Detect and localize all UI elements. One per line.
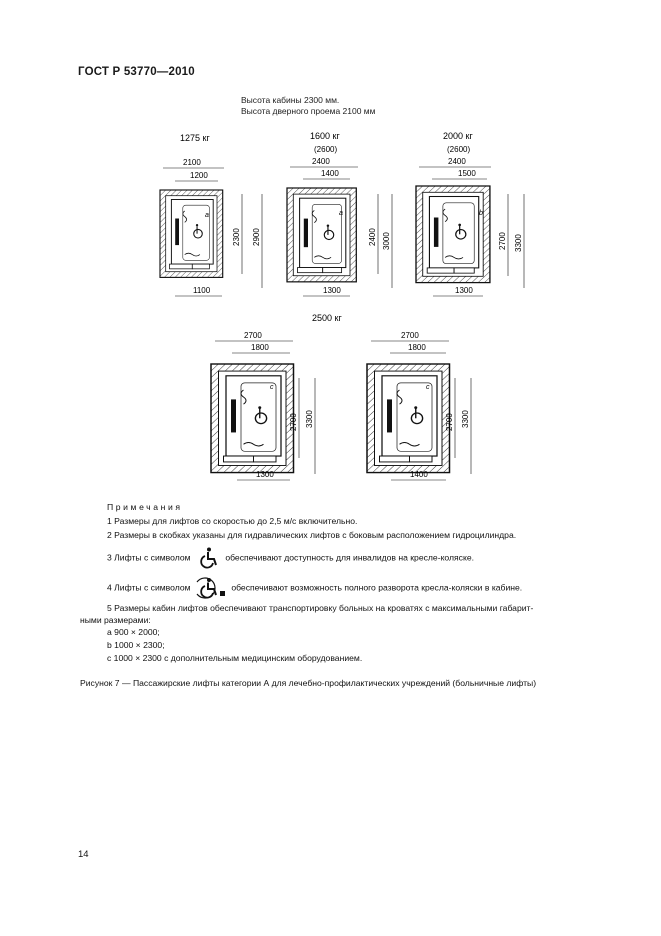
note-1: 1 Размеры для лифтов со скоростью до 2,5 м/с включительно. [107,516,358,526]
lift-2500-b-inner-width: 1800 [408,343,426,352]
lift-1275-inner-width: 1200 [190,171,208,180]
note-3-prefix: 3 Лифты с символом [107,552,191,563]
note-5-line2: ными размерами: [80,615,151,625]
lift-2000-inner-width: 1500 [458,169,476,178]
lift-2500-b-bed: c [426,384,430,391]
note-3-suffix: обеспечивают доступность для инвалидов на кресле-коляске. [225,552,475,563]
lift-2000 [416,131,524,296]
lift-1275-height-outer: 2900 [252,228,261,246]
figure-caption: Рисунок 7 — Пассажирские лифты категории А для лечебно-профилактических учреждений (больничные лифты) [80,678,537,688]
note-5-line1: 5 Размеры кабин лифтов обеспечивают транспортировку больных на кроватях с максимальными габарит- [107,603,534,613]
lift-2500-b-door: 1400 [410,470,428,479]
lift-2000-bed: b [479,210,483,217]
lift-2500-a [211,331,315,480]
lift-1600-width: 2400 [312,157,330,166]
lift-2500-a-inner-width: 1800 [251,343,269,352]
note-4 [107,576,522,600]
lift-1600-height-outer: 3000 [382,232,391,250]
lift-1275-height-inner: 2300 [232,228,241,246]
note-5-a: a 900 × 2000; [107,627,160,637]
lift-1600-load: 1600 кг [310,131,340,141]
cabin-height-spec: Высота кабины 2300 мм. [241,95,340,105]
notes-block [80,502,620,663]
lift-2000-door: 1300 [455,286,473,295]
notes-title: Примечания [107,502,183,512]
lift-2500-a-height-outer: 3300 [305,410,314,428]
lift-2500-a-bed: c [270,384,274,391]
lift-2500-b-width: 2700 [401,331,419,340]
note-4-prefix: 4 Лифты с символом [107,582,191,593]
note-5-c: c 1000 × 2300 с дополнительным медицинским оборудованием. [107,653,363,663]
lift-2500-b-height-outer: 3300 [461,410,470,428]
door-height-spec: Высота дверного проема 2100 мм [241,106,376,116]
standard-header: ГОСТ Р 53770—2010 [78,66,195,78]
lift-2500-a-width: 2700 [244,331,262,340]
lift-1275 [160,133,262,296]
note-3 [107,546,474,570]
page-number: 14 [78,849,89,860]
lift-2500-b-height-inner: 2700 [445,413,454,431]
note-2: 2 Размеры в скобках указаны для гидравлических лифтов с боковым расположением гидроцилиндра. [107,530,517,540]
lift-2000-load: 2000 кг [443,131,473,141]
lift-1275-door: 1100 [193,286,211,295]
wheelchair-turn-icon [193,576,229,600]
lift-2500-a-door: 1300 [256,470,274,479]
lift-1600-height-inner: 2400 [368,228,377,246]
lift-2500-a-height-inner: 2700 [289,413,298,431]
lift-2000-height-outer: 3300 [514,234,523,252]
lift-2500-b [367,331,471,480]
lift-1600-alt: (2600) [314,145,338,154]
lift-1275-width: 2100 [183,158,201,167]
lift-2000-height-inner: 2700 [498,232,507,250]
lift-1600-bed: a [339,210,343,217]
lift-2000-width: 2400 [448,157,466,166]
note-4-suffix: обеспечивают возможность полного разворота кресла-коляски в кабине. [231,582,523,593]
lift-1600-door: 1300 [323,286,341,295]
wheelchair-icon [193,546,223,570]
note-5-b: b 1000 × 2300; [107,640,165,650]
lift-1275-bed: a [205,212,209,219]
lift-1600 [287,131,392,296]
lift-1275-load: 1275 кг [180,133,210,143]
lift-1600-inner-width: 1400 [321,169,339,178]
lift-2500-load: 2500 кг [312,313,342,323]
lift-2000-alt: (2600) [447,145,471,154]
